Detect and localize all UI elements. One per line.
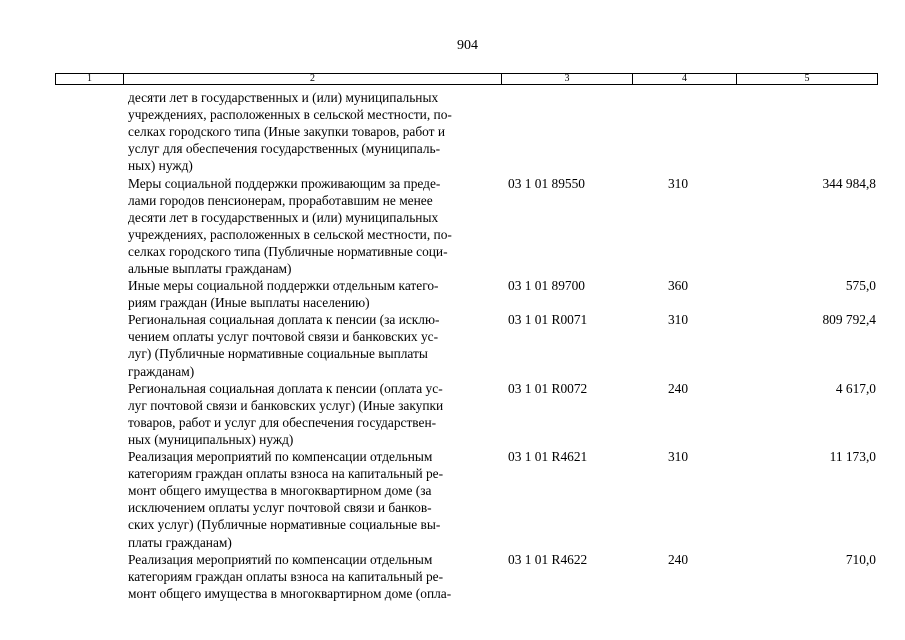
row-amount: 809 792,4 <box>822 312 876 328</box>
description-line: селках городского типа (Иные закупки товаров, работ и <box>128 124 446 140</box>
header-cell-1: 1 <box>87 73 92 84</box>
description-line: альные выплаты гражданам) <box>128 260 292 276</box>
row-expense-type: 310 <box>667 312 689 328</box>
row-target-code: 03 1 01 R4621 <box>508 449 588 465</box>
description-line: Реализация мероприятий по компенсации отдельным <box>128 449 433 465</box>
row-description <box>128 89 500 174</box>
description-line: десяти лет в государственных и (или) муниципальных <box>128 209 439 225</box>
row-expense-type: 310 <box>667 175 689 191</box>
description-line: селках городского типа (Публичные нормативные соци- <box>128 243 448 259</box>
description-line: категориям граждан оплаты взноса на капитальный ре- <box>128 568 444 584</box>
description-line: риям граждан (Иные выплаты населению) <box>128 295 370 311</box>
description-line: товаров, работ и услуг для обеспечения государствен- <box>128 414 437 430</box>
row-description <box>128 448 500 551</box>
row-description <box>128 311 500 379</box>
header-cell-3: 3 <box>501 74 632 84</box>
row-expense-type: 240 <box>667 380 689 396</box>
row-target-code: 03 1 01 89550 <box>508 175 585 191</box>
row-description <box>128 277 500 311</box>
description-line: Реализация мероприятий по компенсации отдельным <box>128 551 433 567</box>
row-description <box>128 175 500 278</box>
description-line: лами городов пенсионерам, проработавшим не менее <box>128 192 433 208</box>
header-cell-2: 2 <box>123 74 501 84</box>
description-line: услуг для обеспечения государственных (муниципаль- <box>128 141 441 157</box>
description-line: Иные меры социальной поддержки отдельным катего- <box>128 278 439 294</box>
description-line: чением оплаты услуг почтовой связи и банковских ус- <box>128 329 439 345</box>
description-line: категориям граждан оплаты взноса на капитальный ре- <box>128 466 444 482</box>
description-line: луг) (Публичные нормативные социальные выплаты <box>128 346 428 362</box>
row-amount: 710,0 <box>845 551 876 567</box>
description-line: ных) нужд) <box>128 158 193 174</box>
page-number: 904 <box>457 38 478 53</box>
description-line: Меры социальной поддержки проживающим за преде- <box>128 175 441 191</box>
description-line: ских услуг) (Публичные нормативные социальные вы- <box>128 517 441 533</box>
description-line: учреждениях, расположенных в сельской местности, по- <box>128 226 452 242</box>
row-description <box>128 551 500 602</box>
row-expense-type: 310 <box>667 449 689 465</box>
description-line: луг почтовой связи и банковских услуг) (Иные закупки <box>128 397 444 413</box>
table-header-row <box>55 73 878 85</box>
row-target-code: 03 1 01 89700 <box>508 278 585 294</box>
row-amount: 575,0 <box>845 278 876 294</box>
row-amount: 11 173,0 <box>829 449 876 465</box>
row-target-code: 03 1 01 R0072 <box>508 380 588 396</box>
description-line: платы гражданам) <box>128 534 232 550</box>
header-cell-5: 5 <box>736 74 877 84</box>
row-target-code: 03 1 01 R0071 <box>508 312 588 328</box>
description-line: десяти лет в государственных и (или) муниципальных <box>128 90 439 105</box>
description-line: гражданам) <box>128 363 195 379</box>
description-line: Региональная социальная доплата к пенсии (за исклю- <box>128 312 440 328</box>
row-description <box>128 380 500 448</box>
row-amount: 4 617,0 <box>835 380 876 396</box>
header-cell-4: 4 <box>632 74 736 84</box>
description-line: учреждениях, расположенных в сельской местности, по- <box>128 107 452 123</box>
row-target-code: 03 1 01 R4622 <box>508 551 588 567</box>
description-line: Региональная социальная доплата к пенсии (оплата ус- <box>128 380 443 396</box>
row-expense-type: 240 <box>667 551 689 567</box>
row-amount: 344 984,8 <box>822 175 876 191</box>
description-line: монт общего имущества в многоквартирном доме (опла- <box>128 585 452 601</box>
description-line: монт общего имущества в многоквартирном доме (за <box>128 483 432 499</box>
row-expense-type: 360 <box>667 278 689 294</box>
description-line: исключением оплаты услуг почтовой связи и банков- <box>128 500 432 516</box>
description-line: ных (муниципальных) нужд) <box>128 431 294 447</box>
